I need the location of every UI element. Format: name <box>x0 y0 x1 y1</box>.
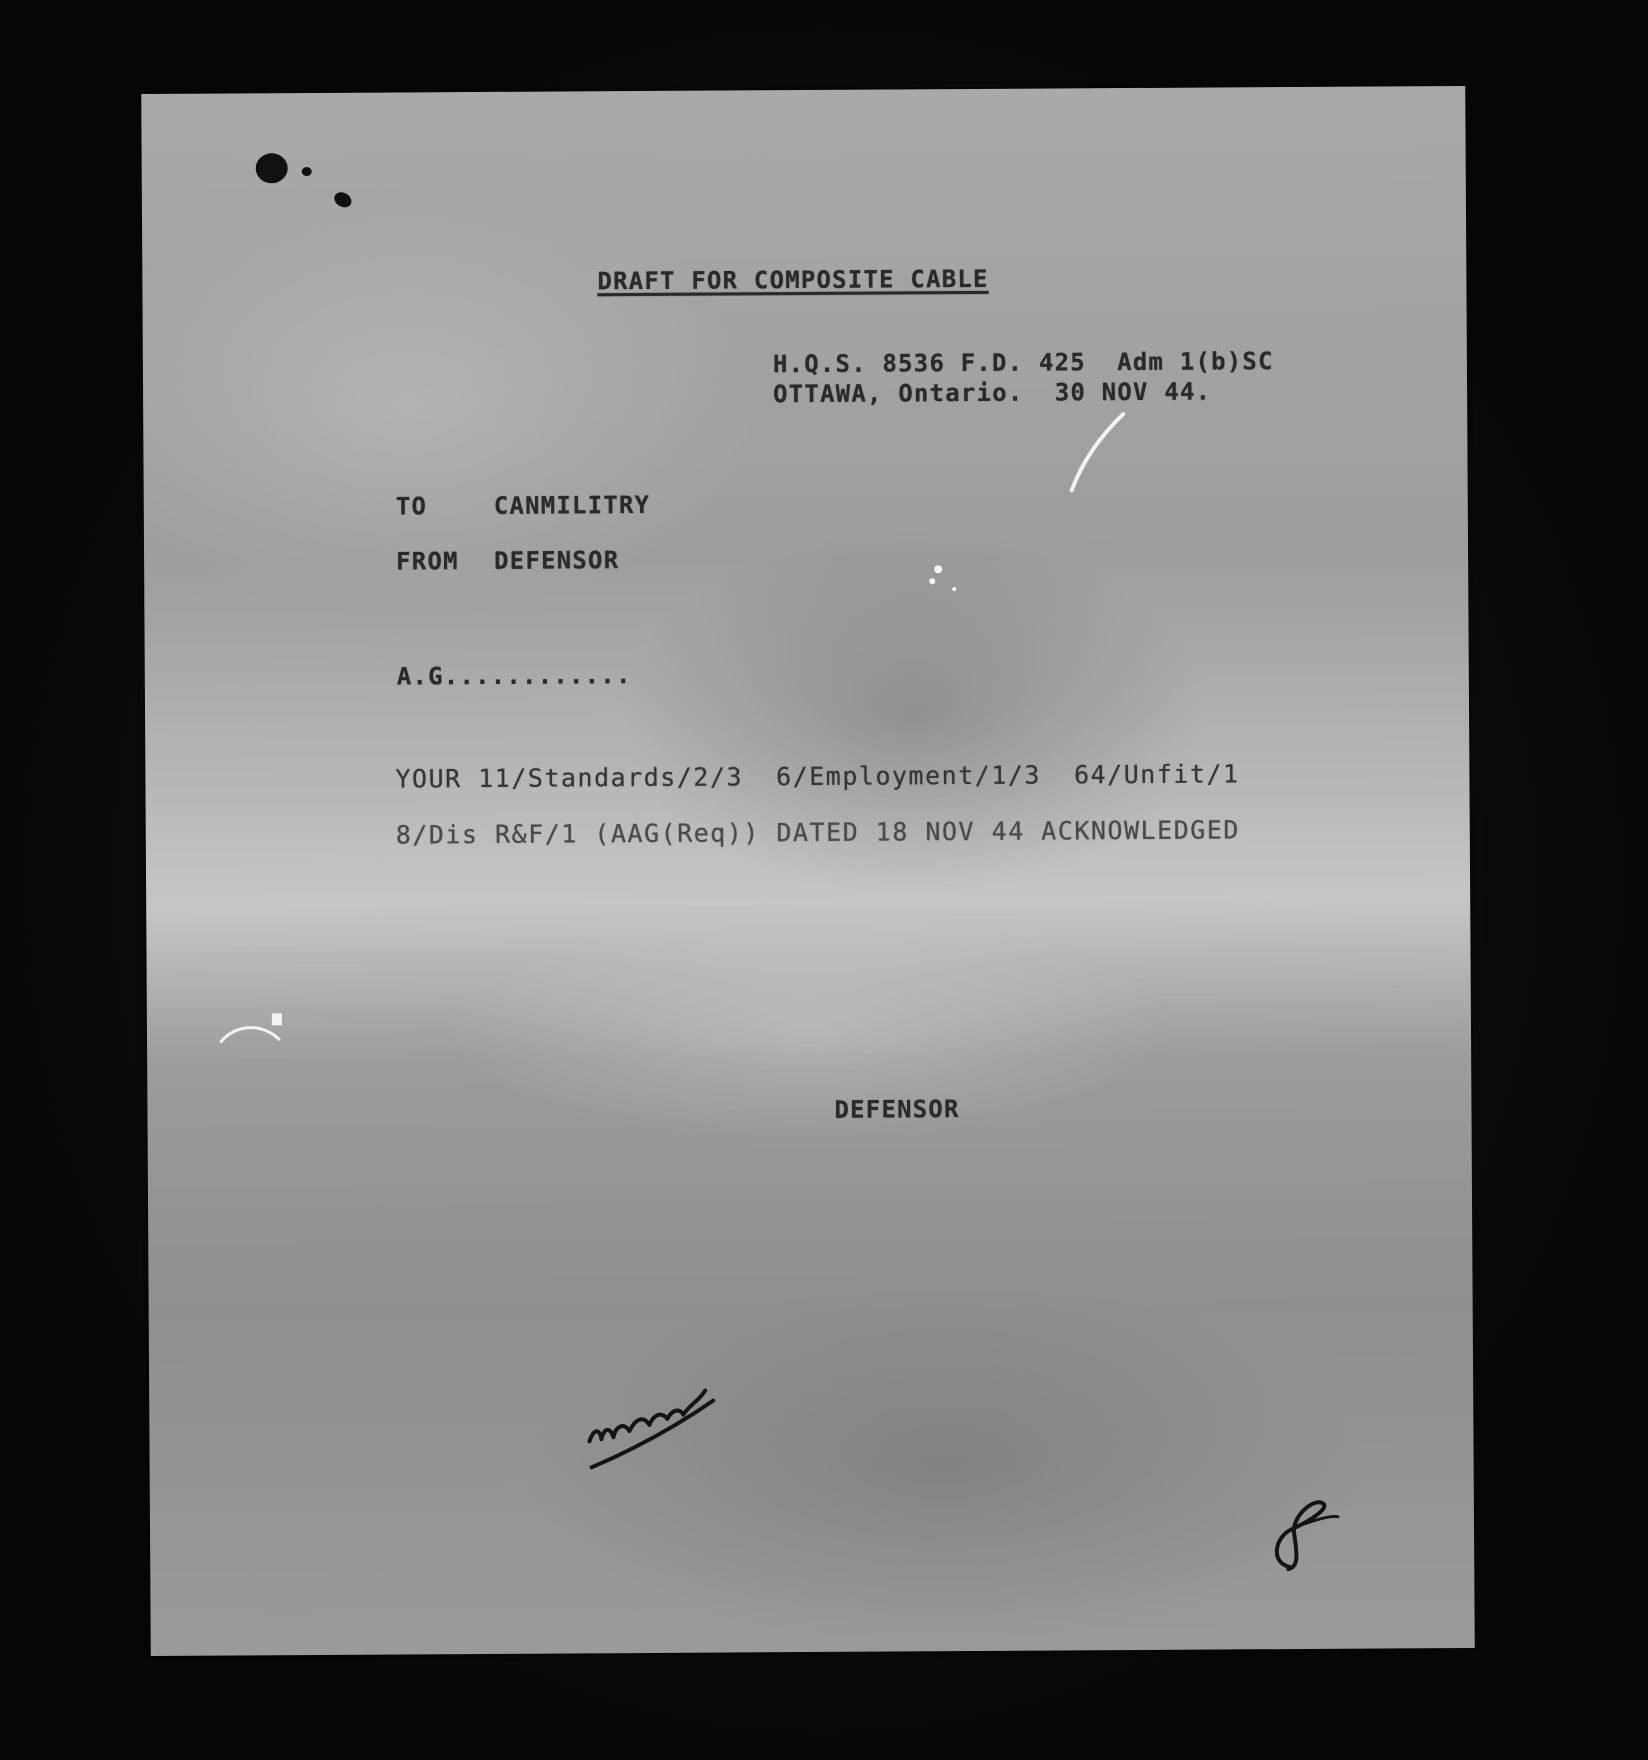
document-title: DRAFT FOR COMPOSITE CABLE <box>597 264 989 296</box>
body-line-1: YOUR 11/Standards/2/3 6/Employment/1/3 64/Unfit/1 <box>395 759 1240 794</box>
scratch-mark <box>1063 408 1134 498</box>
scratch-mark <box>217 1013 287 1053</box>
document-sheet <box>141 86 1475 1656</box>
reference-line-file: H.Q.S. 8536 F.D. 425 Adm 1(b)SC <box>772 347 1274 379</box>
body-line-2: 8/Dis R&F/1 (AAG(Req)) DATED 18 NOV 44 ACKNOWLEDGED <box>395 815 1240 850</box>
signature-block: DEFENSOR <box>834 1095 960 1124</box>
ag-line: A.G............ <box>396 661 632 691</box>
ink-blot <box>332 189 355 210</box>
ink-blot <box>302 167 312 176</box>
handwritten-initials <box>579 1370 730 1481</box>
to-label: TO <box>395 492 428 521</box>
paper-speck <box>924 559 964 599</box>
handwritten-page-number <box>1260 1497 1350 1578</box>
from-label: FROM <box>396 547 459 576</box>
to-value: CANMILITRY <box>493 490 651 520</box>
reference-line-place-date: OTTAWA, Ontario. 30 NOV 44. <box>773 377 1212 409</box>
ink-blot <box>256 153 288 183</box>
from-value: DEFENSOR <box>494 546 620 575</box>
